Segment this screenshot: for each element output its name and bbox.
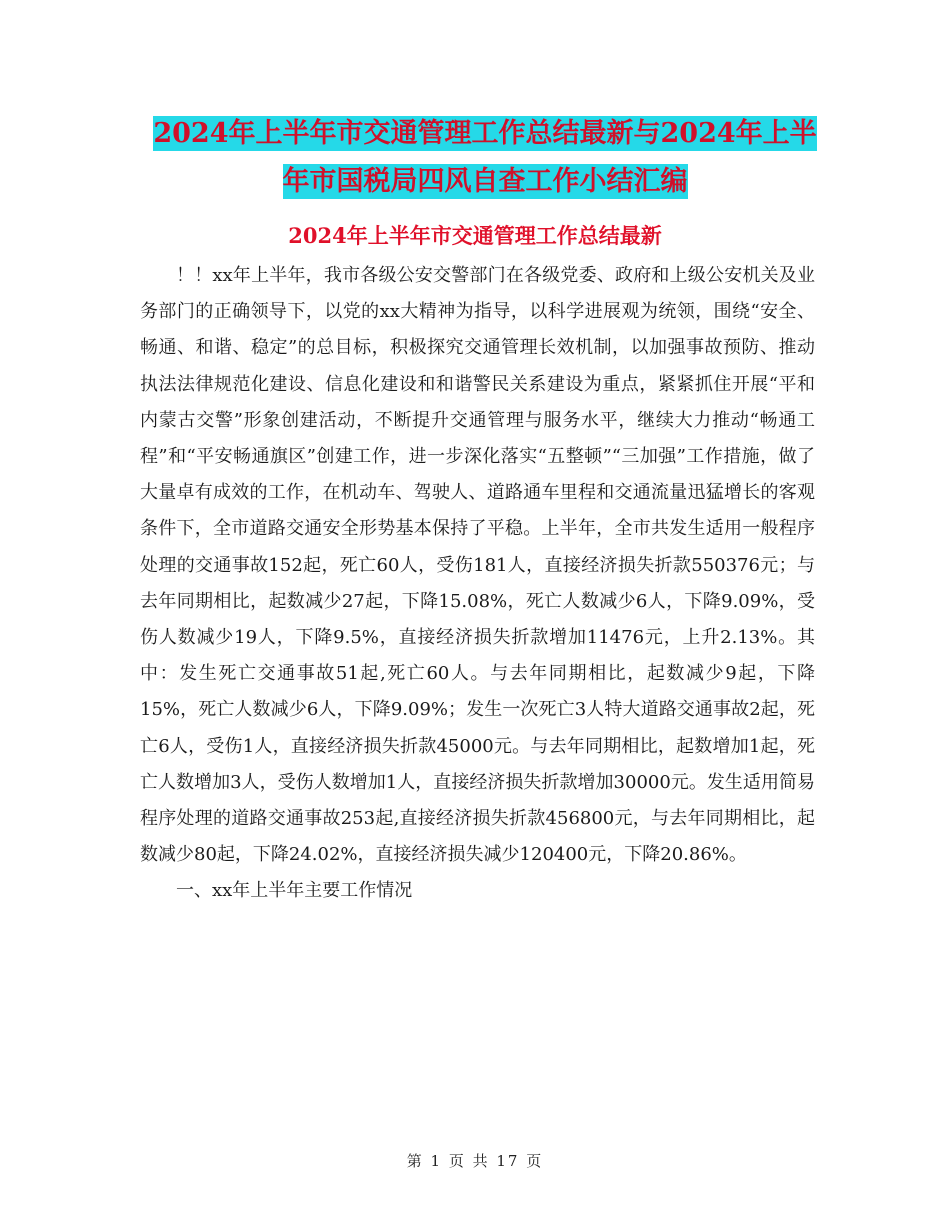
- body-paragraph-1: ！！xx年上半年，我市各级公安交警部门在各级党委、政府和上级公安机关及业务部门的正确领导下，以党的xx大精神为指导，以科学进展观为统领，围绕“安全、畅通、和谐、稳定”的总目标，积极探究交通管理长效机制，以加强事故预防、推动执法法律规范化建设、信息化建设和和谐警民关系建设为重点，紧紧抓住开展“平和内蒙古交警”形象创建活动，不断提升交通管理与服务水平，继续大力推动“畅通工程”和“平安畅通旗区”创建工作，进一步深化落实“五整顿”“三加强”工作措施，做了大量卓有成效的工作，在机动车、驾驶人、道路通车里程和交通流量迅猛增长的客观条件下，全市道路交通安全形势基本保持了平稳。上半年，全市共发生适用一般程序处理的交通事故152起，死亡60人，受伤181人，直接经济损失折款550376元；与去年同期相比，起数减少27起，下降15.08%，死亡人数减少6人，下降9.09%，受伤人数减少19人，下降9.5%，直接经济损失折款增加11476元，上升2.13%。其中：发生死亡交通事故51起,死亡60人。与去年同期相比，起数减少9起，下降15%，死亡人数减少6人，下降9.09%；发生一次死亡3人特大道路交通事故2起，死亡6人，受伤1人，直接经济损失折款45000元。与去年同期相比，起数增加1起，死亡人数增加3人，受伤人数增加1人，直接经济损失折款增加30000元。发生适用简易程序处理的道路交通事故253起,直接经济损失折款456800元，与去年同期相比，起数减少80起，下降24.02%，直接经济损失减少120400元，下降20.86%。: [140, 265, 815, 866]
- page-number-footer: 第 1 页 共 17 页: [406, 1152, 544, 1170]
- document-title: [140, 110, 830, 206]
- body-paragraph-2: 一、xx年上半年主要工作情况: [176, 880, 413, 902]
- title-line-2: 年市国税局四风自查工作小结汇编: [282, 166, 688, 197]
- section-title: 2024年上半年市交通管理工作总结最新: [288, 223, 662, 248]
- document-body: [140, 258, 815, 910]
- title-line-1: 2024年上半年市交通管理工作总结最新与2024年上半: [153, 118, 817, 149]
